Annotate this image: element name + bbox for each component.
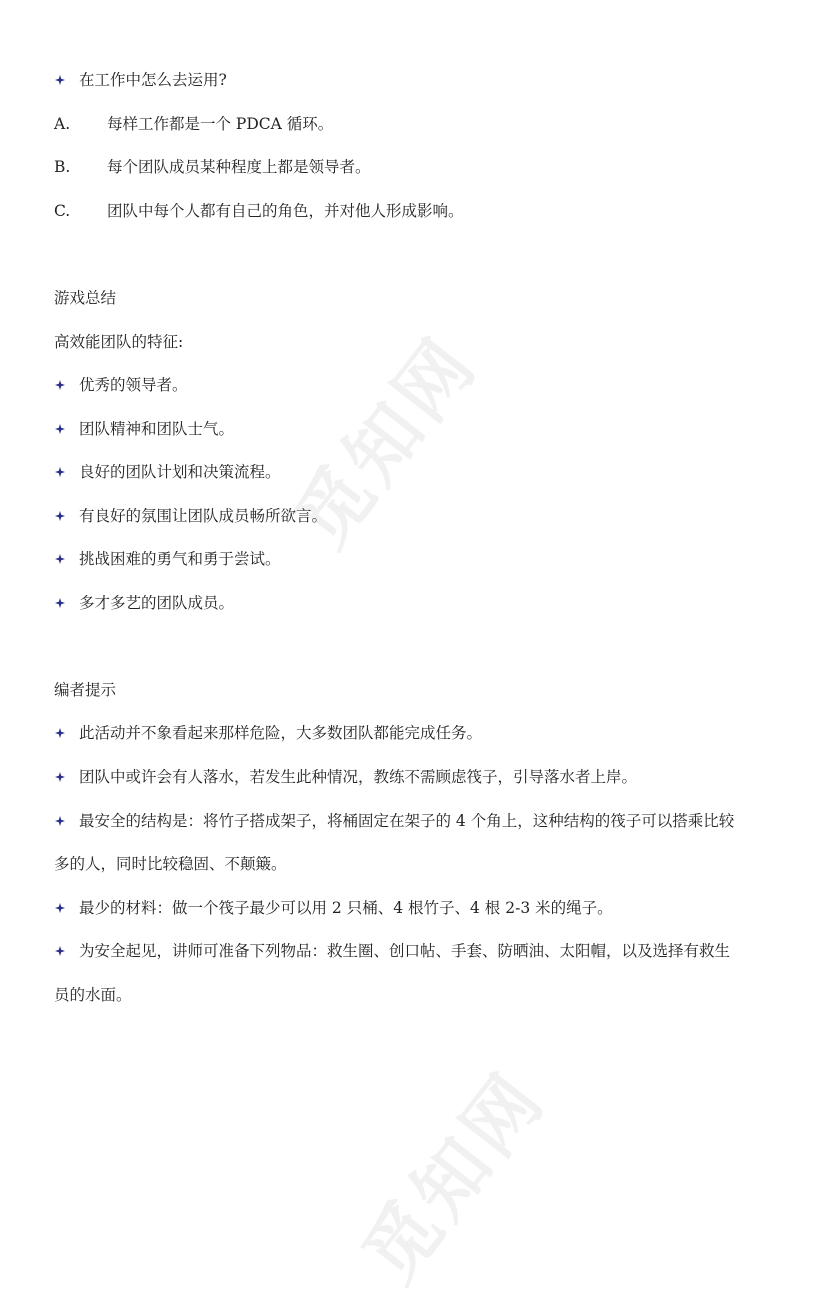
diamond-bullet-icon xyxy=(54,945,66,957)
bullet-text: 为安全起见，讲师可准备下列物品：救生圈、创口帖、手套、防晒油、太阳帽，以及选择有救生 xyxy=(79,942,731,960)
list-text: 每个团队成员某种程度上都是领导者。 xyxy=(107,158,371,176)
diamond-bullet-icon xyxy=(54,423,66,435)
bullet-text: 多才多艺的团队成员。 xyxy=(79,594,235,612)
bullet-text: 团队中或许会有人落水，若发生此种情况，教练不需顾虑筏子，引导落水者上岸。 xyxy=(79,768,638,786)
bullet-text: 最少的材料：做一个筏子最少可以用 2 只桶、4 根竹子、4 根 2-3 米的绳子。 xyxy=(79,899,613,917)
bullet-item xyxy=(54,462,281,482)
bullet-item xyxy=(54,898,613,918)
bullet-item xyxy=(54,549,281,569)
bullet-text: 最安全的结构是：将竹子搭成架子，将桶固定在架子的 4 个角上，这种结构的筏子可以搭乘比较 xyxy=(79,812,735,830)
bullet-item xyxy=(54,593,234,613)
bullet-text: 此活动并不象看起来那样危险，大多数团队都能完成任务。 xyxy=(79,724,483,742)
list-item xyxy=(54,157,371,177)
bullet-item xyxy=(54,419,234,439)
list-text: 团队中每个人都有自己的角色，并对他人形成影响。 xyxy=(107,202,464,220)
bullet-item xyxy=(54,941,730,961)
bullet-item xyxy=(54,811,734,831)
diamond-bullet-icon xyxy=(54,74,66,86)
watermark: 觅知网 xyxy=(278,320,495,563)
list-item xyxy=(54,201,464,221)
bullet-item xyxy=(54,723,482,743)
diamond-bullet-icon xyxy=(54,727,66,739)
section-heading: 编者提示 xyxy=(54,681,117,699)
diamond-bullet-icon xyxy=(54,510,66,522)
bullet-text: 挑战困难的勇气和勇于尝试。 xyxy=(79,550,281,568)
diamond-bullet-icon xyxy=(54,597,66,609)
bullet-text: 优秀的领导者。 xyxy=(79,376,188,394)
list-label: C. xyxy=(54,202,71,220)
section-subheading: 高效能团队的特征: xyxy=(54,333,184,351)
list-text: 每样工作都是一个 PDCA 循环。 xyxy=(107,115,334,133)
diamond-bullet-icon xyxy=(54,902,66,914)
bullet-text: 团队精神和团队士气。 xyxy=(79,420,235,438)
list-label: B. xyxy=(54,158,71,176)
diamond-bullet-icon xyxy=(54,771,66,783)
question-text: 在工作中怎么去运用? xyxy=(79,71,227,89)
diamond-bullet-icon xyxy=(54,815,66,827)
bullet-item xyxy=(54,767,637,787)
watermark: 觅知网 xyxy=(346,1055,563,1298)
bullet-item xyxy=(54,375,188,395)
diamond-bullet-icon xyxy=(54,553,66,565)
diamond-bullet-icon xyxy=(54,466,66,478)
section-heading: 游戏总结 xyxy=(54,289,117,307)
bullet-text: 有良好的氛围让团队成员畅所欲言。 xyxy=(79,507,328,525)
list-item xyxy=(54,114,333,134)
bullet-text: 良好的团队计划和决策流程。 xyxy=(79,463,281,481)
bullet-item xyxy=(54,70,227,90)
bullet-continuation: 多的人，同时比较稳固、不颠簸。 xyxy=(54,855,287,873)
bullet-continuation: 员的水面。 xyxy=(54,986,132,1004)
diamond-bullet-icon xyxy=(54,379,66,391)
list-label: A. xyxy=(54,115,71,133)
bullet-item xyxy=(54,506,327,526)
